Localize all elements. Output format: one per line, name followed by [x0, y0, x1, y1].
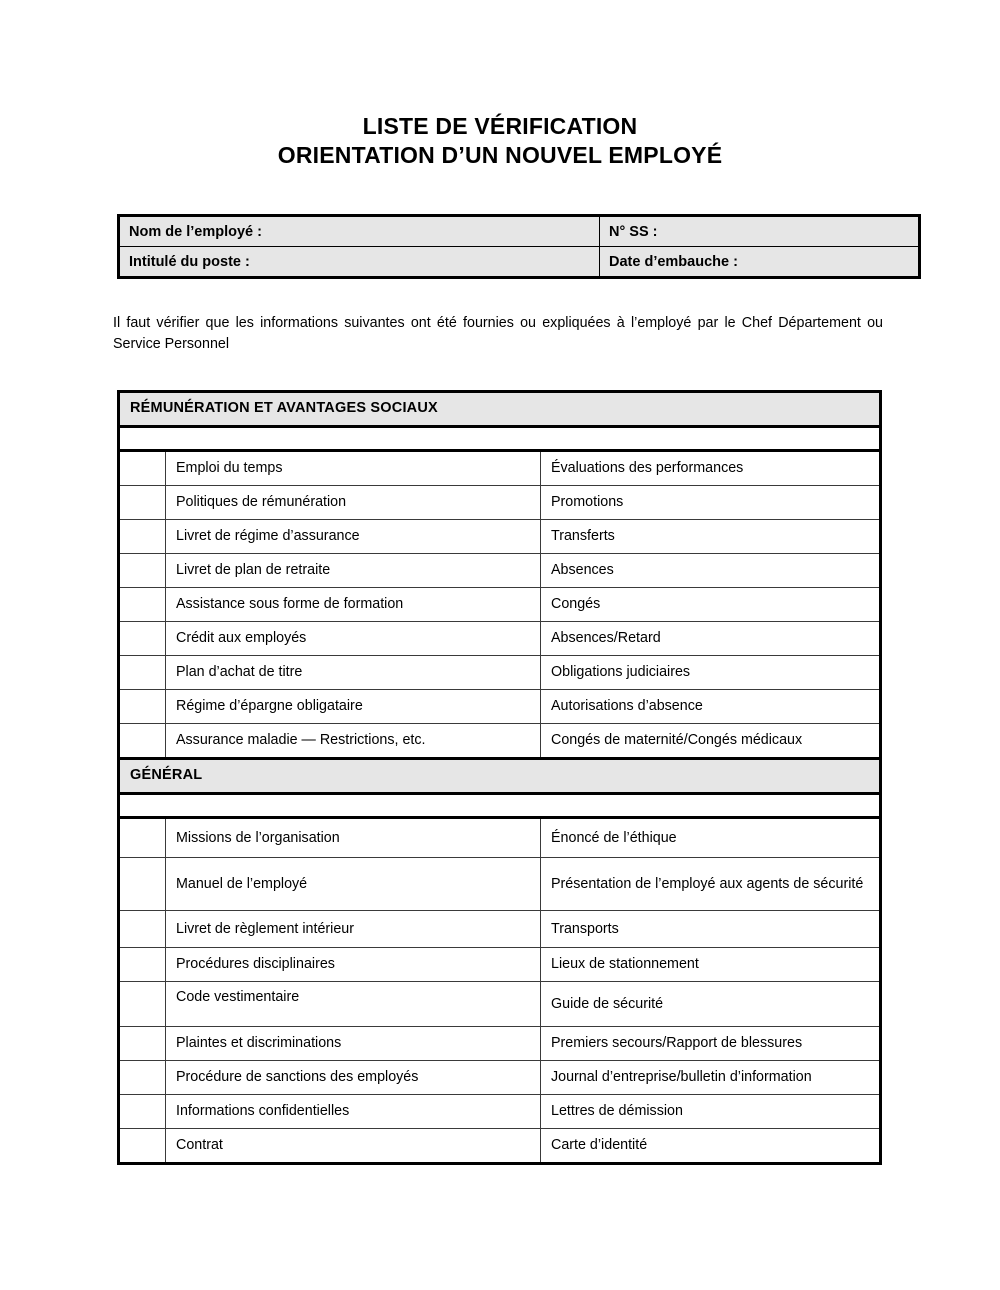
item-label: Premiers secours/Rapport de blessures: [551, 1035, 803, 1051]
list-item[interactable]: [500, 982, 879, 1027]
section-1-left-column: [120, 452, 500, 757]
checkbox-cell[interactable]: [120, 1095, 166, 1128]
checkbox-cell[interactable]: [120, 948, 166, 981]
item-label: Absences/Retard: [551, 630, 661, 646]
list-item[interactable]: [500, 656, 879, 690]
list-item[interactable]: [120, 858, 500, 911]
title-line-2: ORIENTATION D’UN NOUVEL EMPLOYÉ: [277, 142, 723, 168]
title-line-1: LISTE DE VÉRIFICATION: [362, 113, 638, 139]
checkbox-cell[interactable]: [120, 982, 166, 1026]
list-item[interactable]: [120, 911, 500, 948]
item-label: Lettres de démission: [551, 1103, 683, 1119]
list-item[interactable]: [120, 588, 500, 622]
list-item[interactable]: [500, 622, 879, 656]
checkbox-cell[interactable]: [500, 1061, 541, 1094]
table-row: [119, 216, 920, 247]
item-label: Livret de plan de retraite: [176, 562, 331, 578]
item-label: Congés: [551, 596, 601, 612]
checkbox-cell[interactable]: [120, 1129, 166, 1162]
list-item[interactable]: [120, 982, 500, 1027]
list-item[interactable]: [120, 948, 500, 982]
checkbox-cell[interactable]: [500, 724, 541, 757]
employee-name-label: Nom de l’employé :: [119, 216, 600, 247]
checkbox-cell[interactable]: [120, 724, 166, 757]
section-spacer-row: [120, 795, 879, 819]
section-1-right-column: [500, 452, 879, 757]
checkbox-cell[interactable]: [120, 656, 166, 689]
item-label: Plaintes et discriminations: [176, 1035, 342, 1051]
item-label: Obligations judiciaires: [551, 664, 691, 680]
checkbox-cell[interactable]: [120, 622, 166, 655]
checkbox-cell[interactable]: [500, 948, 541, 981]
list-item[interactable]: [500, 911, 879, 948]
hire-date-label: Date d’embauche :: [600, 247, 920, 278]
list-item[interactable]: [500, 520, 879, 554]
item-label: Absences: [551, 562, 614, 578]
checkbox-cell[interactable]: [120, 486, 166, 519]
item-label: Autorisations d’absence: [551, 698, 703, 714]
checkbox-cell[interactable]: [120, 1061, 166, 1094]
list-item[interactable]: [500, 690, 879, 724]
list-item[interactable]: [500, 1061, 879, 1095]
section-2-left-column: [120, 819, 500, 1162]
item-label: Énoncé de l’éthique: [551, 829, 677, 846]
list-item[interactable]: [120, 656, 500, 690]
checkbox-cell[interactable]: [500, 554, 541, 587]
list-item[interactable]: [120, 452, 500, 486]
section-1-columns: [120, 452, 879, 757]
list-item[interactable]: [120, 1129, 500, 1162]
item-label: Politiques de rémunération: [176, 494, 347, 510]
checkbox-cell[interactable]: [500, 656, 541, 689]
item-label: Contrat: [176, 1137, 223, 1153]
item-label: Présentation de l’employé aux agents de sécurité: [551, 875, 864, 892]
list-item[interactable]: [500, 724, 879, 757]
checkbox-cell[interactable]: [500, 520, 541, 553]
item-label: Emploi du temps: [176, 460, 283, 476]
checkbox-cell[interactable]: [120, 520, 166, 553]
item-label: Congés de maternité/Congés médicaux: [551, 732, 803, 748]
list-item[interactable]: [120, 690, 500, 724]
job-title-label: Intitulé du poste :: [119, 247, 600, 278]
page-title: [110, 112, 890, 170]
employee-identity-table: [117, 214, 921, 279]
checkbox-cell[interactable]: [120, 554, 166, 587]
item-label: Transferts: [551, 528, 615, 544]
checkbox-cell[interactable]: [500, 1027, 541, 1060]
checkbox-cell[interactable]: [500, 690, 541, 723]
item-label: Plan d’achat de titre: [176, 664, 303, 680]
section-2-right-column: [500, 819, 879, 1162]
item-label: Procédures disciplinaires: [176, 956, 335, 972]
item-label: Carte d’identité: [551, 1137, 648, 1153]
checklist-table: [117, 390, 882, 1165]
list-item[interactable]: [120, 1027, 500, 1061]
table-row: [119, 247, 920, 278]
checkbox-cell[interactable]: [120, 911, 166, 947]
checkbox-cell[interactable]: [120, 819, 166, 857]
list-item[interactable]: [120, 486, 500, 520]
list-item[interactable]: [500, 819, 879, 858]
ssn-label: N° SS :: [600, 216, 920, 247]
list-item[interactable]: [500, 948, 879, 982]
checkbox-cell[interactable]: [500, 1129, 541, 1162]
list-item[interactable]: [500, 554, 879, 588]
list-item[interactable]: [120, 819, 500, 858]
checkbox-cell[interactable]: [120, 1027, 166, 1060]
list-item[interactable]: [500, 858, 879, 911]
item-label: Manuel de l’employé: [176, 875, 308, 892]
checkbox-cell[interactable]: [500, 452, 541, 485]
list-item[interactable]: [120, 1095, 500, 1129]
item-label: Assurance maladie — Restrictions, etc.: [176, 732, 426, 748]
list-item[interactable]: [120, 622, 500, 656]
section-heading-remuneration: RÉMUNÉRATION ET AVANTAGES SOCIAUX: [120, 393, 879, 428]
list-item[interactable]: [500, 1027, 879, 1061]
checkbox-cell[interactable]: [500, 858, 541, 910]
item-label: Assistance sous forme de formation: [176, 596, 404, 612]
item-label: Régime d’épargne obligataire: [176, 698, 363, 714]
item-label: Promotions: [551, 494, 624, 510]
intro-paragraph: Il faut vérifier que les informations suivantes ont été fournies ou expliquées à l’employé par le Chef Département ou Service Personnel: [113, 315, 883, 352]
item-label: Transports: [551, 920, 619, 937]
checkbox-cell[interactable]: [500, 588, 541, 621]
checkbox-cell[interactable]: [120, 588, 166, 621]
item-label: Missions de l’organisation: [176, 829, 340, 846]
item-label: Guide de sécurité: [551, 995, 664, 1012]
list-item[interactable]: [120, 1061, 500, 1095]
list-item[interactable]: [500, 486, 879, 520]
list-item[interactable]: [500, 1129, 879, 1162]
item-label: Évaluations des performances: [551, 460, 744, 476]
list-item[interactable]: [120, 724, 500, 757]
list-item[interactable]: [120, 520, 500, 554]
item-label: Livret de régime d’assurance: [176, 528, 360, 544]
item-label: Procédure de sanctions des employés: [176, 1069, 419, 1085]
item-label: Lieux de stationnement: [551, 956, 699, 972]
section-spacer-row: [120, 428, 879, 452]
section-2-columns: [120, 819, 879, 1162]
item-label: Journal d’entreprise/bulletin d’information: [551, 1069, 812, 1085]
checkbox-cell[interactable]: [500, 486, 541, 519]
list-item[interactable]: [120, 554, 500, 588]
item-label: Crédit aux employés: [176, 630, 307, 646]
checkbox-cell[interactable]: [500, 982, 541, 1026]
checkbox-cell[interactable]: [120, 690, 166, 723]
item-label: Code vestimentaire: [176, 989, 300, 1005]
item-label: Livret de règlement intérieur: [176, 920, 355, 937]
list-item[interactable]: [500, 452, 879, 486]
checkbox-cell[interactable]: [500, 911, 541, 947]
checkbox-cell[interactable]: [500, 819, 541, 857]
checkbox-cell[interactable]: [120, 858, 166, 910]
checkbox-cell[interactable]: [500, 622, 541, 655]
item-label: Informations confidentielles: [176, 1103, 350, 1119]
section-heading-general: GÉNÉRAL: [120, 757, 879, 795]
checkbox-cell[interactable]: [500, 1095, 541, 1128]
checkbox-cell[interactable]: [120, 452, 166, 485]
list-item[interactable]: [500, 1095, 879, 1129]
list-item[interactable]: [500, 588, 879, 622]
